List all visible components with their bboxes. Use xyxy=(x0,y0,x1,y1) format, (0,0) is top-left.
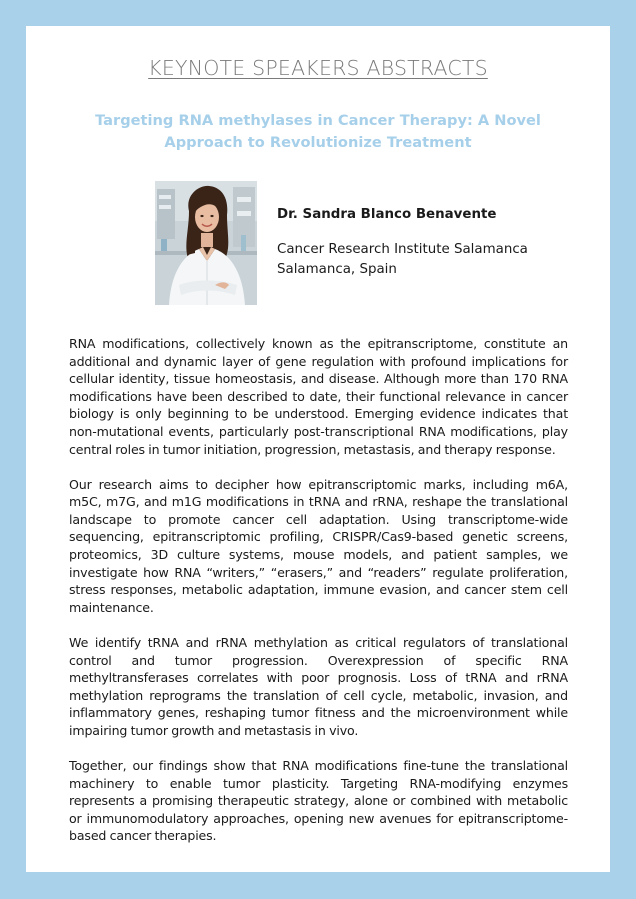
abstract-paragraph: Our research aims to decipher how epitranscriptomic marks, including m6A, m5C, m7G, and m1G modifications in tRNA and rRNA, reshape the translational landscape to promote cancer cell adaptation. Using transcriptome-wide sequencing, epitranscriptomic profiling, CRISPR/Cas9-based genetic screens, proteomics, 3D culture systems, mouse models, and patient samples, we investigate how RNA “writers,” “erasers,” and “readers” regulate proliferation, stress responses, metabolic adaptation, immune evasion, and cancer stem cell maintenance. xyxy=(69,476,568,615)
section-heading: KEYNOTE SPEAKERS ABSTRACTS xyxy=(148,56,488,80)
speaker-location: Salamanca, Spain xyxy=(277,262,397,277)
abstract-paragraph: Together, our findings show that RNA modifications fine-tune the translational machinery to enable tumor plasticity. Targeting RNA-modifying enzymes represents a promising therapeutic strategy, alone or combined with metabolic or immunomodulatory approaches, opening new avenues for epitranscriptome-based cancer therapies. xyxy=(69,757,568,844)
abstract-paragraph: RNA modifications, collectively known as the epitranscriptome, constitute an additional and dynamic layer of gene regulation with profound implications for cellular identity, tissue homeostasis, and disease. Although more than 170 RNA modifications have been described to date, their functional relevance in cancer biology is only beginning to be understood. Emerging evidence indicates that non-mutational events, particularly post-transcriptional RNA modifications, play central roles in tumor initiation, progression, metastasis, and therapy response. xyxy=(69,336,568,457)
abstract-body xyxy=(69,335,568,862)
talk-title: Targeting RNA methylases in Cancer Therapy: A Novel Approach to Revolutionize Treatment xyxy=(95,112,541,151)
abstract-paragraph: We identify tRNA and rRNA methylation as critical regulators of translational control and tumor progression. Overexpression of specific RNA methyltransferases correlates with poor prognosis. Loss of tRNA and rRNA methylation reprograms the translation of cell cycle, metabolic, invasion, and inflammatory genes, reshaping tumor fitness and the microenvironment while impairing tumor growth and metastasis in vivo. xyxy=(69,634,568,738)
speaker-name: Dr. Sandra Blanco Benavente xyxy=(277,207,497,222)
speaker-institution: Cancer Research Institute Salamanca xyxy=(277,242,528,257)
abstract-page xyxy=(26,26,610,872)
speaker-photo xyxy=(155,181,257,305)
